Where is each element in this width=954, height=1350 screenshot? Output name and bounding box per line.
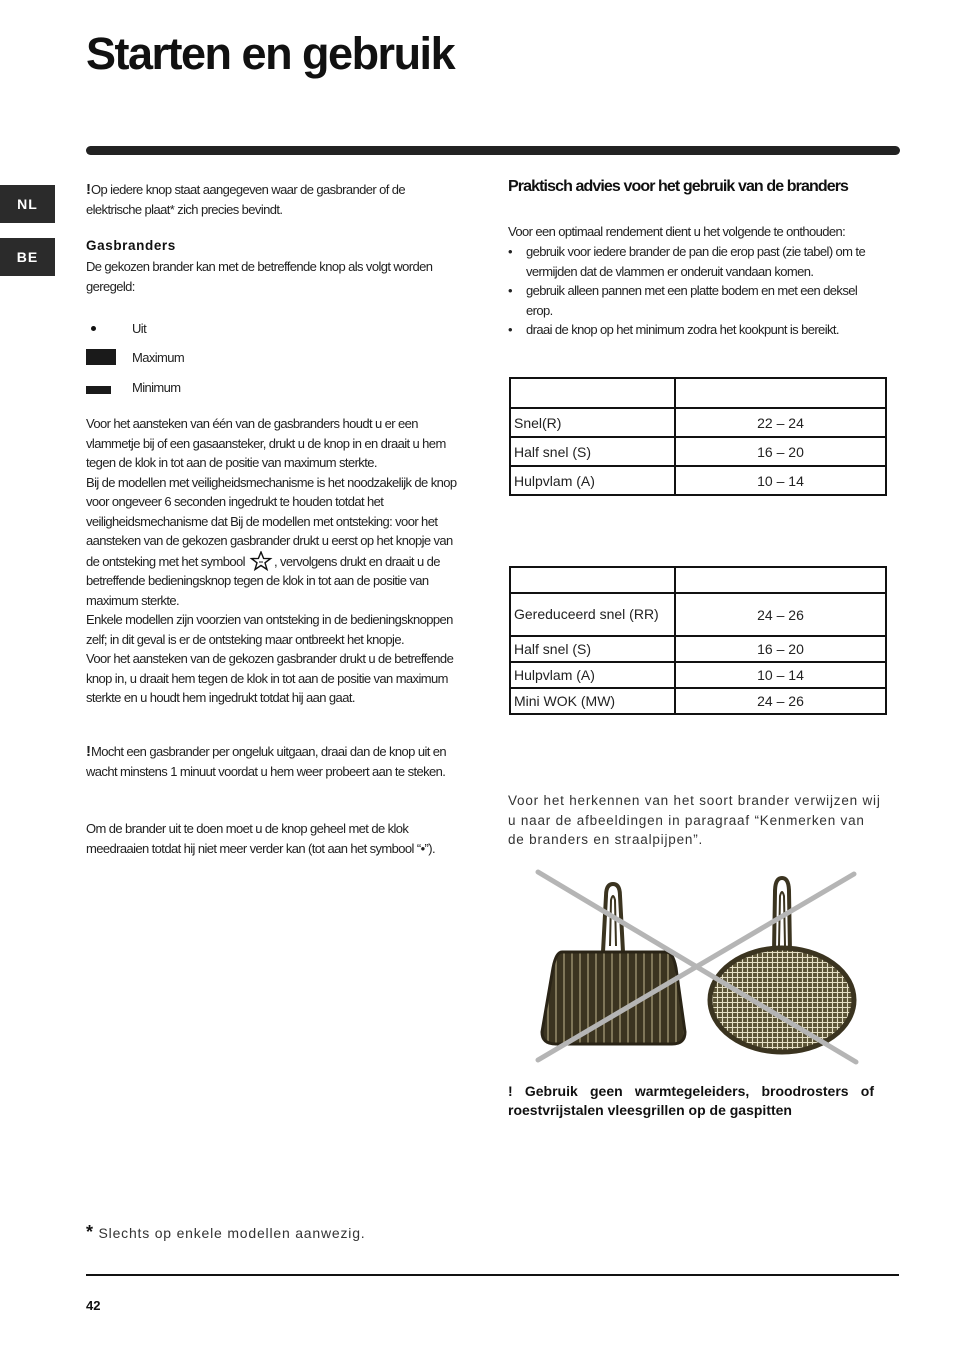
legend-label-min: Minimum [132,379,181,395]
pan-diameter-cell: 16 – 20 [675,636,886,662]
table-row [510,437,886,466]
language-tab-nl: NL [0,185,55,223]
legend-row-off [86,318,146,338]
flame-out-warning [86,742,458,781]
ignition-paragraph: Voor het aansteken van één van de gasbranders houdt u er een vlammetje bij of een gasaansteker, drukt u de knop in en draait u hem tegen de klok in tot aan de positie van maximum sterkte. [86,416,446,470]
footnote-asterisk: * [86,1222,94,1242]
dot-icon [86,326,132,331]
table-header-row [510,567,886,593]
table-header-row [510,378,886,408]
exclamation-icon: ! [508,1083,513,1099]
gas-text: De gekozen brander kan met de betreffende knop als volgt worden geregeld: [86,259,433,294]
pan-diameter-cell: 24 – 26 [675,688,886,714]
burner-type-cell: Half snel (S) [510,437,675,466]
list-item: • gebruik alleen pannen met een platte bodem en met een deksel erop. [508,281,886,320]
gas-heading: Gasbranders [86,238,176,253]
safety-paragraph: Bij de modellen met veiligheidsmechanisme is het noodzakelijk de knop voor ongeveer 6 seconden ingedrukt te houden totdat het veiligheidsmechanisme dat Bij de modellen met ontsteking: voor het aansteken van de gekozen gasbrander drukt u eerst op het knopje van de ontsteking met het symbool , vervolgens drukt en draait u de betreffende bedieningsknop tegen de klok in tot aan de positie van maximum sterkte. [86,474,457,608]
integrated-ignition-paragraph: Enkele modellen zijn voorzien van ontsteking in de bedieningsknoppen zelf; in dit geval is er de ontsteking maar ontbreekt het knopje. [86,612,453,647]
table-header-cell [675,378,886,408]
table-row [510,593,886,636]
pan-diameter-cell: 22 – 24 [675,408,886,437]
burner-type-cell: Gereduceerd snel (RR) [510,593,675,636]
exclamation-icon: ! [86,181,91,198]
advice-heading: Praktisch advies voor het gebruik van de branders [508,178,849,195]
press-turn-paragraph: Voor het aansteken van de gekozen gasbrander drukt u de betreffende knop in, u draait hem tegen de klok in tot aan de positie van maximum sterkte en u houdt hem ingedrukt totdat hij aan gaat. [86,651,454,705]
footnote [86,1222,365,1243]
list-item: • draai de knop op het minimum zodra het kookpunt is bereikt. [508,320,886,340]
table-header-cell [510,378,675,408]
top-divider [86,146,900,155]
table-row [510,662,886,688]
switch-off-text: Om de brander uit te doen moet u de knop geheel met de klok meedraaien totdat hij niet meer verder kan (tot aan het symbool “•”). [86,821,436,856]
legend-label-max: Maximum [132,349,185,365]
bottom-divider [86,1274,899,1276]
large-flame-icon [86,349,132,365]
intro-text: Op iedere knop staat aangegeven waar de gasbrander of de elektrische plaat* zich precies bevindt. [86,182,406,217]
ignition-instructions [86,414,466,708]
legend-row-max [86,347,184,367]
page-number: 42 [86,1298,101,1313]
table-row [510,636,886,662]
footnote-text: Slechts op enkele modellen aanwezig. [98,1225,366,1241]
table-row [510,688,886,714]
pan-diameter-cell: 10 – 14 [675,662,886,688]
burner-table-2 [509,566,887,715]
burner-type-cell: Hulpvlam (A) [510,662,675,688]
table-header-cell [510,567,675,593]
list-item: • gebruik voor iedere brander de pan die erop past (zie tabel) om te vermijden dat de vlammen er onderuit vandaan komen. [508,242,886,281]
accessories-warning-text: Gebruik geen warmtegeleiders, broodrosters of roestvrijstalen vleesgrillen op de gaspitten [508,1083,874,1118]
advice-intro: Voor een optimaal rendement dient u het volgende te onthouden: [508,224,846,239]
flame-out-text: Mocht een gasbrander per ongeluk uitgaan, draai dan de knop uit en wacht minstens 1 minuut voordat u hem weer probeert aan te steken. [86,744,447,779]
pan-diameter-cell: 16 – 20 [675,437,886,466]
table-header-cell [675,567,886,593]
advice-list [508,242,886,340]
table-row [510,408,886,437]
intro-note [86,180,446,219]
exclamation-icon: ! [86,743,91,760]
legend-row-min [86,377,181,397]
language-tab-be: BE [0,238,55,276]
small-flame-icon [86,380,132,394]
toaster-grid-icon [710,878,854,1052]
accessories-warning [508,1082,874,1120]
burner-type-cell: Mini WOK (MW) [510,688,675,714]
prohibited-accessories-illustration [520,860,870,1075]
burner-type-cell: Hulpvlam (A) [510,466,675,495]
pan-diameter-cell: 24 – 26 [675,593,886,636]
burner-type-cell: Half snel (S) [510,636,675,662]
table-row [510,466,886,495]
pan-diameter-cell: 10 – 14 [675,466,886,495]
spark-star-icon [249,551,273,571]
burner-type-cell: Snel(R) [510,408,675,437]
burner-table-1 [509,377,887,496]
grill-pan-icon [542,884,685,1044]
burner-reference-text: Voor het herkennen van het soort brander verwijzen wij u naar de afbeeldingen in paragraaf “Kenmerken van de branders en straalpijpen”. [508,793,881,847]
page-title: Starten en gebruik [86,28,455,79]
legend-label-off: Uit [132,320,147,336]
